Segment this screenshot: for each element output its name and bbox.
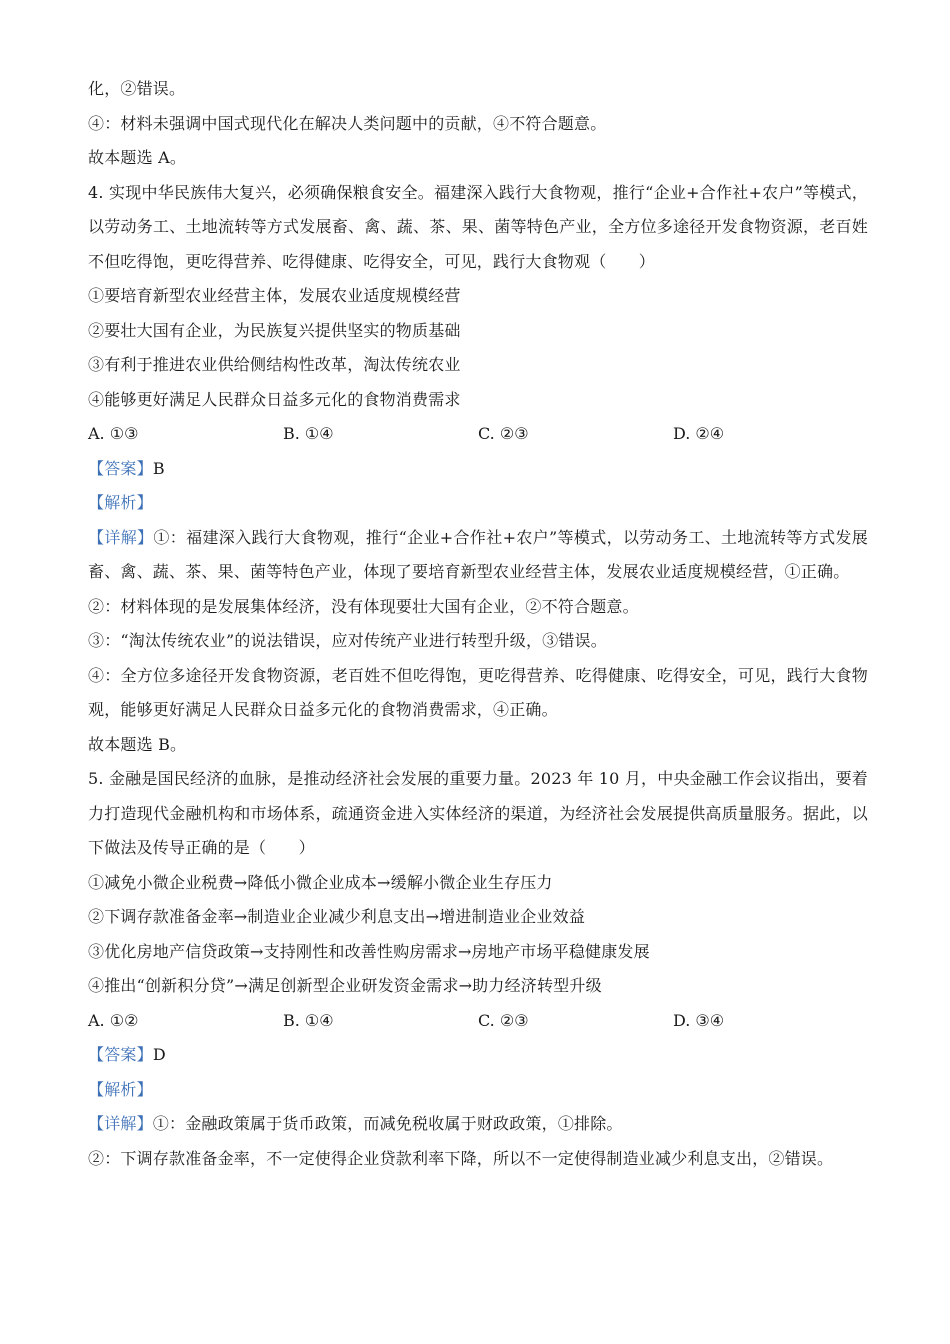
detail-tag: 【详解】 <box>88 1114 153 1133</box>
q5-detail-2: ②：下调存款准备金率，不一定使得企业贷款利率下降，所以不一定使得制造业减少利息支出，②错误。 <box>88 1148 834 1168</box>
q4-option-a: A. ①③ <box>88 424 139 443</box>
q4-option-d: D. ②④ <box>673 424 725 443</box>
q5-statement-2: ②下调存款准备金率→制造业企业减少利息支出→增进制造业企业效益 <box>88 907 586 926</box>
q5-option-d: D. ③④ <box>673 1010 725 1030</box>
q4-options <box>88 417 868 452</box>
q5-option-c: C. ②③ <box>478 1010 529 1030</box>
q4-conclusion: 故本题选 B。 <box>88 734 187 754</box>
q5-statement-3: ③优化房地产信贷政策→支持刚性和改善性购房需求→房地产市场平稳健康发展 <box>88 941 650 961</box>
q5-statement-1: ①减免小微企业税费→降低小微企业成本→缓解小微企业生存压力 <box>88 872 553 892</box>
q4-option-c: C. ②③ <box>478 424 529 443</box>
q5-detail-1 <box>88 1107 868 1142</box>
q5-stem: 5. 金融是国民经济的血脉，是推动经济社会发展的重要力量。2023 年 10 月，中央金融工作会议指出，要着力打造现代金融机构和市场体系，疏通资金进入实体经济的渠道，为经济社会发展提供高质量服务。据此，以下做法及传导正确的是（ ） <box>88 769 868 857</box>
q4-option-b: B. ①④ <box>283 424 334 443</box>
q3-conclusion: 故本题选 A。 <box>88 148 187 167</box>
q4-statement-4: ④能够更好满足人民群众日益多元化的食物消费需求 <box>88 389 461 409</box>
q5-statement-4: ④推出“创新积分贷”→满足创新型企业研发资金需求→助力经济转型升级 <box>88 976 602 995</box>
q4-analysis-heading <box>88 486 868 521</box>
q5-option-a: A. ①② <box>88 1010 139 1030</box>
answer-value: D <box>152 1045 166 1064</box>
q4-stem: 4. 实现中华民族伟大复兴，必须确保粮食安全。福建深入践行大食物观，推行“企业+合作社+农户”等模式，以劳动务工、土地流转等方式发展畜、禽、蔬、茶、果、菌等特色产业，全方位多途径开发食物资源，老百姓不但吃得饱，更吃得营养、吃得健康、吃得安全，可见，践行大食物观（ ） <box>88 182 868 271</box>
q3-explanation-line: 化，②错误。 <box>88 79 186 98</box>
q5-option-b: B. ①④ <box>283 1010 334 1030</box>
detail-text: ①：金融政策属于货币政策，而减免税收属于财政政策，①排除。 <box>152 1114 623 1133</box>
answer-tag: 【答案】 <box>88 1045 153 1064</box>
q4-detail-3: ③：“淘汰传统农业”的说法错误，应对传统产业进行转型升级，③错误。 <box>88 631 607 650</box>
q5-answer <box>88 1038 868 1073</box>
detail-tag: 【详解】 <box>88 527 154 547</box>
q5-options <box>88 1004 868 1039</box>
analysis-tag: 【解析】 <box>88 493 153 512</box>
q5-analysis-heading <box>88 1073 868 1108</box>
q3-explanation-line: ④：材料未强调中国式现代化在解决人类问题中的贡献，④不符合题意。 <box>88 113 607 133</box>
detail-text: ①：福建深入践行大食物观，推行“企业+合作社+农户”等模式，以劳动务工、土地流转等方式发展畜、禽、蔬、茶、果、菌等特色产业，体现了要培育新型农业经营主体，发展农业适度规模经营，①正确。 <box>88 527 868 581</box>
q4-statement-2: ②要壮大国有企业，为民族复兴提供坚实的物质基础 <box>88 320 461 340</box>
q4-detail-2: ②：材料体现的是发展集体经济，没有体现要壮大国有企业，②不符合题意。 <box>88 596 639 616</box>
q4-answer <box>88 452 868 487</box>
q4-statement-1: ①要培育新型农业经营主体，发展农业适度规模经营 <box>88 286 461 305</box>
document-page <box>88 72 868 1176</box>
analysis-tag: 【解析】 <box>88 1079 153 1099</box>
answer-value: B <box>152 458 165 478</box>
q4-detail-1 <box>88 521 868 590</box>
q4-statement-3: ③有利于推进农业供给侧结构性改革，淘汰传统农业 <box>88 355 461 374</box>
q4-detail-4: ④：全方位多途径开发食物资源，老百姓不但吃得饱，更吃得营养、吃得健康、吃得安全，可见，践行大食物观，能够更好满足人民群众日益多元化的食物消费需求，④正确。 <box>88 665 868 719</box>
answer-tag: 【答案】 <box>88 458 153 478</box>
